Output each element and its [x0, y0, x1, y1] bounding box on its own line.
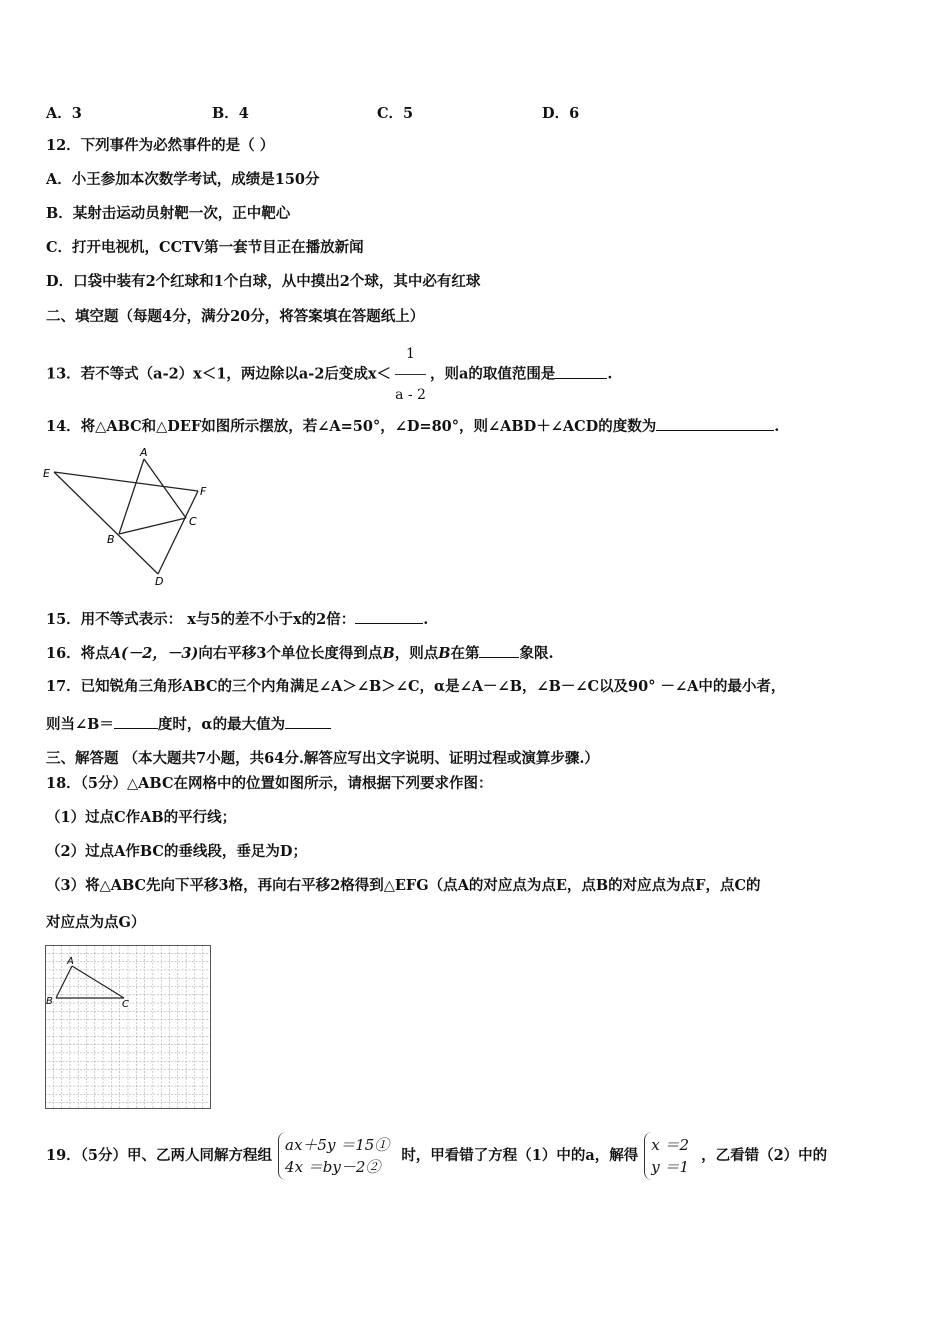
q18-part2: （2）过点A作BC的垂线段，垂足为D； [46, 843, 307, 860]
label-a: A [67, 956, 74, 967]
edge-ac [72, 966, 124, 998]
edge-ab [119, 459, 144, 534]
q19-sol2: y ＝1 [651, 1158, 690, 1176]
q15-end: . [423, 611, 429, 628]
q12-stem: 12．下列事件为必然事件的是（ ） [46, 137, 275, 154]
q18-stem: 18．（5分）△ABC在网格中的位置如图所示，请根据下列要求作图： [46, 775, 493, 792]
q18-part1: （1）过点C作AB的平行线； [46, 809, 237, 826]
q13-end: . [607, 365, 613, 383]
q14-triangle-figure [40, 442, 230, 592]
q13-fraction [395, 334, 426, 415]
q16-point-b: B [382, 645, 395, 662]
q13 [46, 334, 612, 415]
q16-point-a: A(－2，－3) [109, 645, 199, 662]
q19-eq1: ax＋5y ＝15① [285, 1136, 390, 1154]
q18-part3: （3）将△ABC先向下平移3格，再向右平移2格得到△EFG（点A的对应点为点E，点B的对应点为点F，点C的 [46, 877, 761, 894]
q13-answer-blank [555, 364, 607, 379]
q17-blank-b [114, 714, 158, 729]
q16-post: 在第 [450, 645, 480, 662]
q17-blank-alpha [285, 714, 331, 729]
q16-mid: 向右平移3个单位长度得到点 [198, 645, 383, 662]
q19-mid: 时，甲看错了方程（1）中的a，解得 [401, 1147, 639, 1164]
label-e: E [43, 467, 50, 480]
edge-ed [54, 472, 158, 574]
edge-bc [119, 518, 186, 534]
label-c: C [189, 515, 197, 528]
q16-end: 象限. [519, 645, 554, 662]
q12-option-a: A．小王参加本次数学考试，成绩是150分 [46, 171, 320, 188]
q14-end: . [774, 418, 780, 435]
q19-pre: 19．（5分）甲、乙两人同解方程组 [46, 1147, 273, 1164]
q16-mid2: ，则点 [394, 645, 439, 662]
q12-option-b: B．某射击运动员射靶一次，正中靶心 [46, 205, 291, 222]
label-b: B [46, 996, 53, 1007]
section-solve-header: 三、解答题 （本大题共7小题，共64分.解答应写出文字说明、证明过程或演算步骤.） [46, 750, 599, 767]
option-c: C．5 [377, 105, 414, 122]
q12-option-c: C．打开电视机，CCTV第一套节目正在播放新闻 [46, 239, 364, 256]
q13-post: ，则a的取值范围是 [429, 365, 556, 383]
q18-part3-cont: 对应点为点G） [46, 914, 146, 931]
label-b: B [107, 533, 115, 546]
section-fill-in-header: 二、填空题（每题4分，满分20分，将答案填在答题纸上） [46, 308, 425, 325]
option-d: D．6 [542, 105, 580, 122]
edge-ef [54, 472, 198, 491]
label-c: C [122, 999, 129, 1010]
q18-grid-figure [45, 945, 213, 1110]
q19-equation-system [278, 1132, 395, 1180]
q19-solution-system [644, 1132, 695, 1180]
q13-pre: 13．若不等式（a-2）x＜1，两边除以a-2后变成x＜ [46, 365, 392, 383]
option-a: A．3 [46, 105, 82, 122]
label-a: A [140, 446, 148, 459]
q17-line2 [46, 714, 331, 735]
q15-text: 15．用不等式表示： x与5的差不小于x的2倍： [46, 611, 356, 628]
q15-answer-blank [355, 609, 423, 624]
q14-text: 14．将△ABC和△DEF如图所示摆放，若∠A=50°，∠D=80°，则∠ABD＋∠ACD的度数为 [46, 418, 657, 435]
q19-post: ，乙看错（2）中的 [701, 1147, 828, 1164]
q16-point-b2: B [438, 645, 451, 662]
q13-numerator: 1 [395, 334, 426, 375]
q19-sol1: x ＝2 [651, 1136, 690, 1154]
label-d: D [155, 575, 164, 588]
q17-line2-pre: 则当∠B＝ [46, 716, 114, 733]
q15 [46, 609, 428, 630]
q17-line2-mid: 度时，α的最大值为 [157, 716, 286, 733]
q16-pre: 16．将点 [46, 645, 110, 662]
q16-answer-blank [479, 643, 519, 658]
q14 [46, 416, 779, 437]
q19 [46, 1128, 827, 1184]
q19-eq2: 4x ＝by－2② [285, 1158, 381, 1176]
q16 [46, 643, 554, 664]
q14-answer-blank [656, 416, 774, 431]
edge-fd [158, 491, 198, 574]
q13-denominator: a - 2 [395, 387, 426, 403]
q17-line1: 17．已知锐角三角形ABC的三个内角满足∠A＞∠B＞∠C，α是∠A－∠B，∠B－∠C以及90° －∠A中的最小者， [46, 678, 786, 695]
q12-option-d: D．口袋中装有2个红球和1个白球，从中摸出2个球，其中必有红球 [46, 273, 481, 290]
label-f: F [200, 485, 207, 498]
edge-ab [56, 966, 72, 998]
option-b: B．4 [212, 105, 249, 122]
